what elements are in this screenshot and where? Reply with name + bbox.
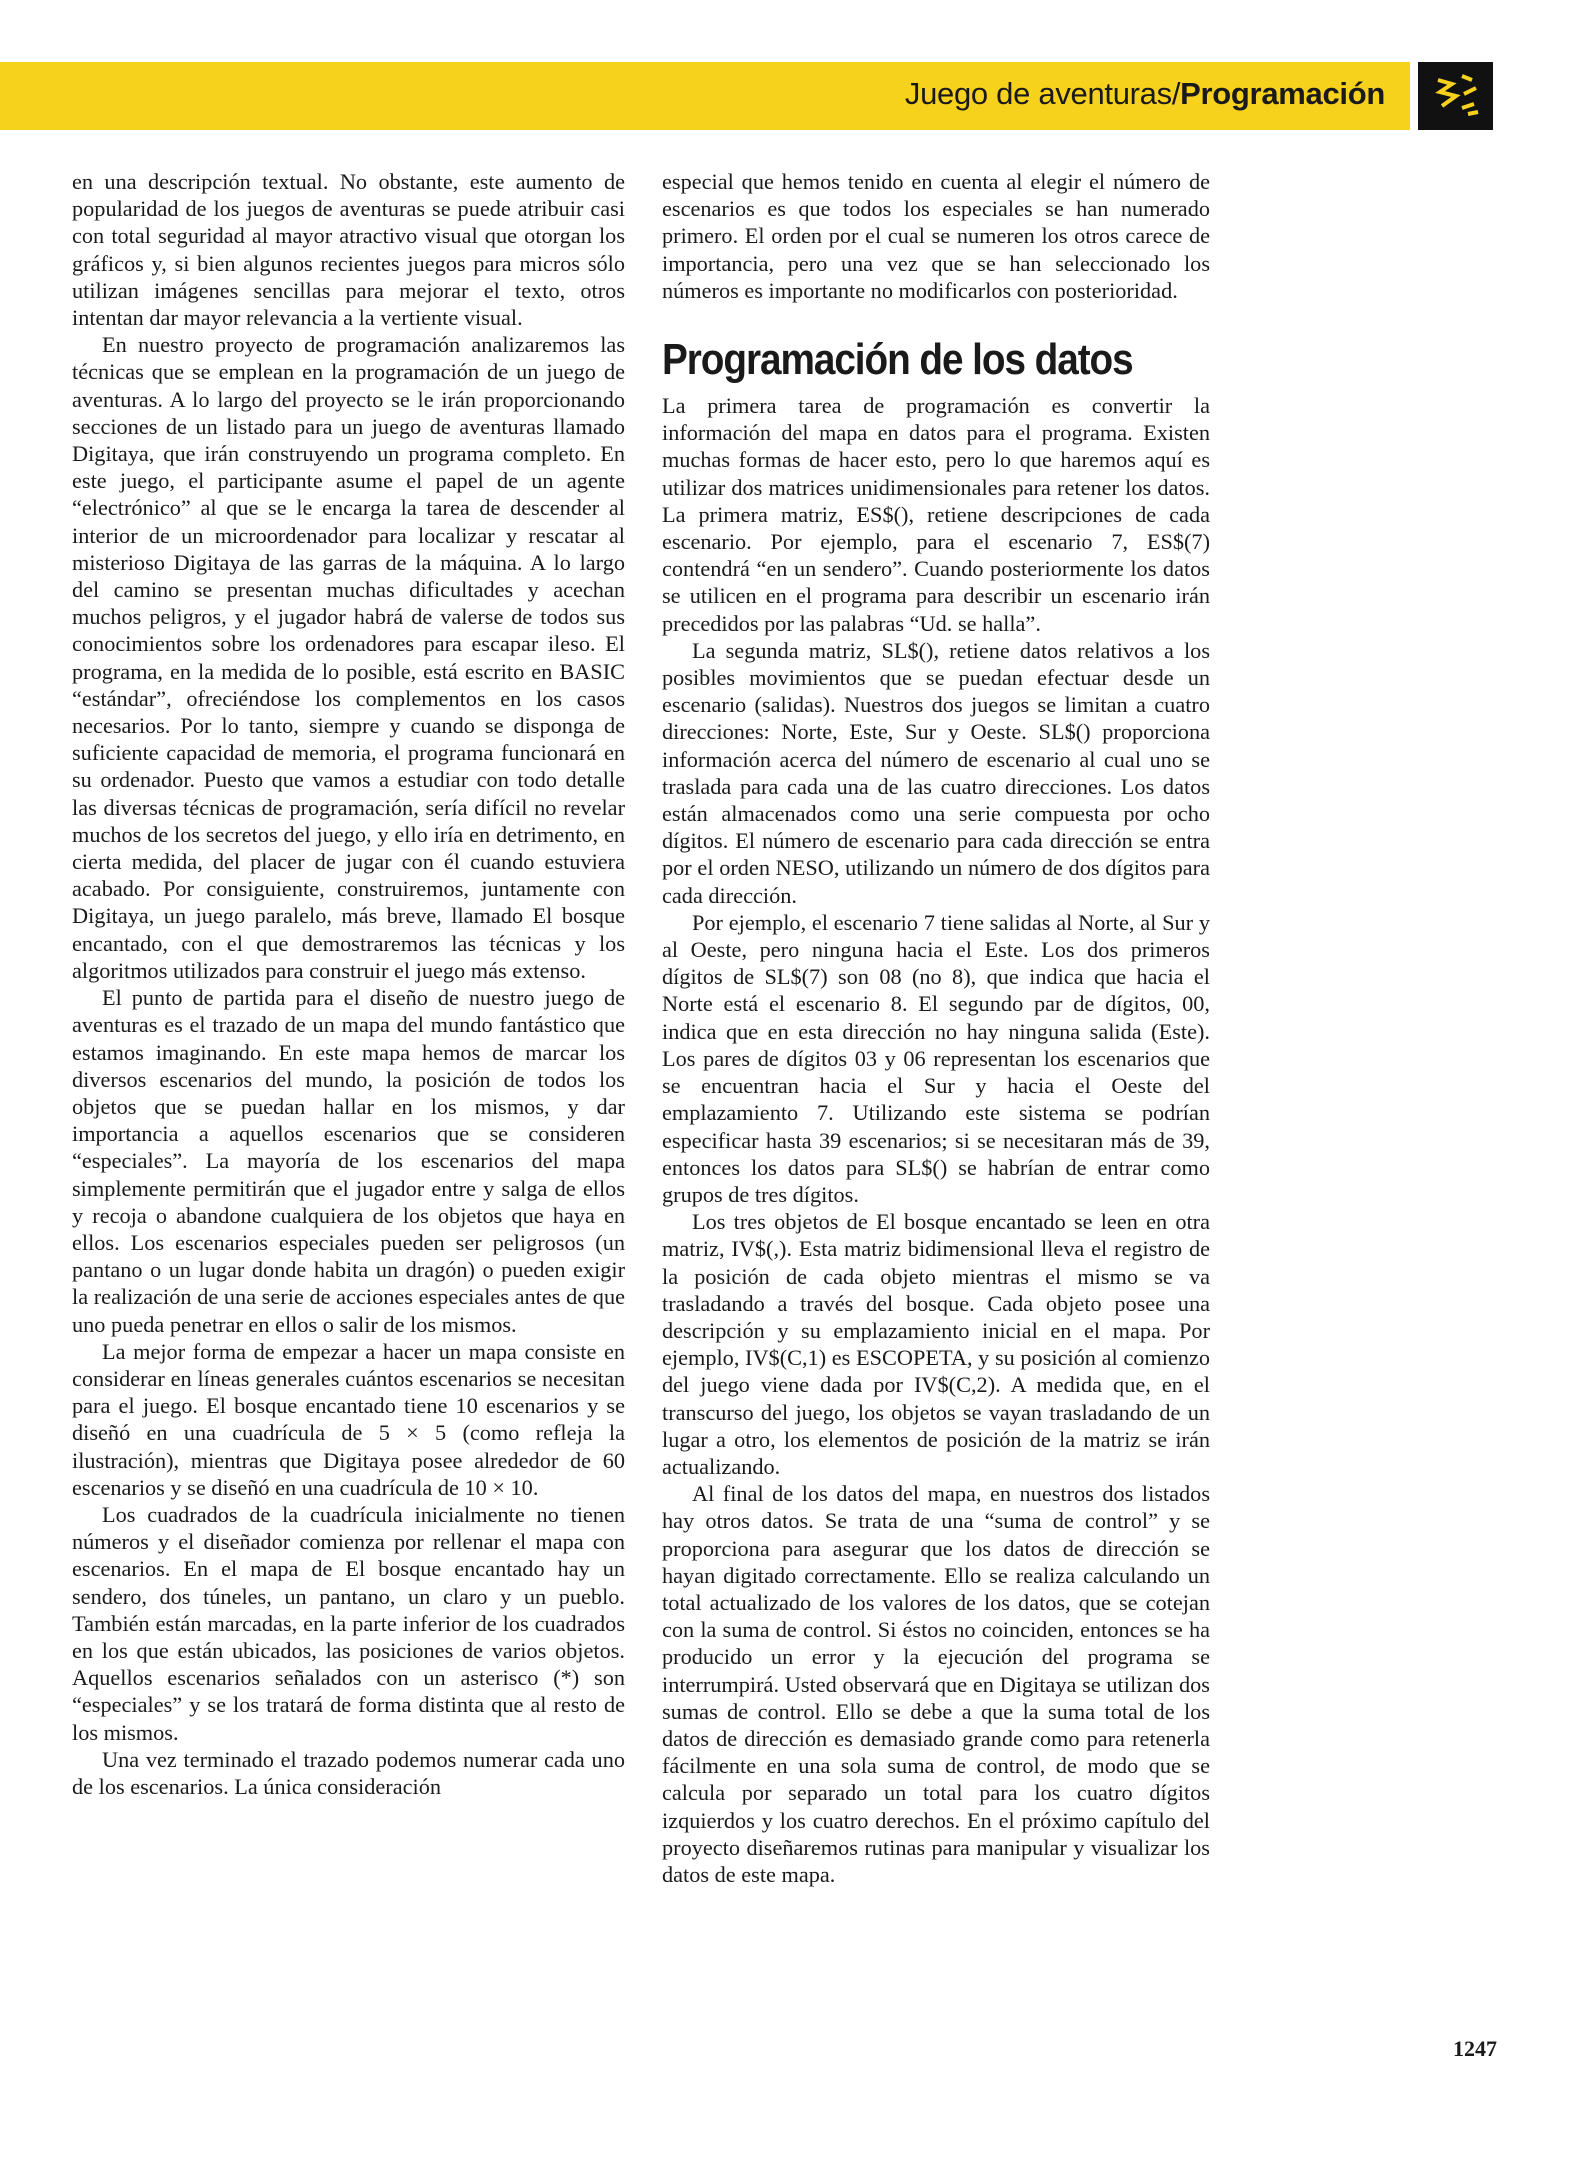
right-paragraph-1: especial que hemos tenido en cuenta al elegir el número de escenarios es que todos los especiales se han numerado primero. El orden por el cual se numeren los otros carece de importancia, pero una vez que se han seleccionado los números es importante no modificarlos con posterioridad. — [662, 169, 1210, 303]
left-paragraph-3: El punto de partida para el diseño de nuestro juego de aventuras es el trazado de un mapa del mundo fantástico que estamos imaginando. En este mapa hemos de marcar los diversos escenarios del mundo, la posición de todos los objetos que se puedan hallar en los mismos, y dar importancia a aquellos escenarios que se consideren “especiales”. La mayoría de los escenarios del mapa simplemente permitirán que el jugador entre y salga de ellos y recoja o abandone cualquiera de los objetos que haya en ellos. Los escenarios especiales pueden ser peligrosos (un pantano o un lugar donde habita un dragón) o pueden exigir la realización de una serie de acciones especiales antes de que uno pueda penetrar en ellos o salir de los mismos. — [72, 985, 625, 1337]
right-paragraph-5: Los tres objetos de El bosque encantado se leen en otra matriz, IV$(,). Esta matriz bidimensional lleva el registro de la posición de cada objeto mientras el mismo se va trasladando a través del bosque. Cada objeto posee una descripción y su emplazamiento inicial en el mapa. Por ejemplo, IV$(C,1) es ESCOPETA, y su posición al comienzo del juego viene dada por IV$(C,2). A medida que, en el transcurso del juego, los objetos se vayan trasladando de un lugar a otro, los elementos de posición de la matriz se irán actualizando. — [662, 1209, 1210, 1479]
left-column — [72, 168, 625, 1800]
left-paragraph-4: La mejor forma de empezar a hacer un mapa consiste en considerar en líneas generales cuántos escenarios se necesitan para el juego. El bosque encantado tiene 10 escenarios y se diseñó en una cuadrícula de 5 × 5 (como refleja la ilustración), mientras que Digitaya posee alrededor de 60 escenarios y se diseñó en una cuadrícula de 10 × 10. — [72, 1338, 625, 1500]
header-title-part2: Programación — [1180, 76, 1385, 111]
left-paragraph-2: En nuestro proyecto de programación analizaremos las técnicas que se emplean en la programación de un juego de aventuras. A lo largo del proyecto se le irán proporcionando secciones de un listado para un juego de aventuras llamado Digitaya, que irán construyendo un programa completo. En este juego, el participante asume el papel de un agente “electrónico” al que se le encarga la tarea de descender al interior de un microordenador para localizar y rescatar al misterioso Digitaya de las garras de la máquina. A lo largo del camino se presentan muchas dificultades y acechan muchos peligros, y el jugador habrá de valerse de todos sus conocimientos sobre los ordenadores para escapar ileso. El programa, en la medida de lo posible, está escrito en BASIC “estándar”, ofreciéndose los complementos en los casos necesarios. Por lo tanto, siempre y cuando se disponga de suficiente capacidad de memoria, el programa funcionará en su ordenador. Puesto que vamos a estudiar con todo detalle las diversas técnicas de programación, sería difícil no revelar muchos de los secretos del juego, y ello iría en detrimento, en cierta medida, del placer de jugar con él cuando estuviera acabado. Por consiguiente, construiremos, juntamente con Digitaya, un juego paralelo, más breve, llamado El bosque encantado, con el que demostraremos las técnicas y los algoritmos utilizados para construir el juego más extenso. — [72, 332, 625, 983]
header-title-part1: Juego de aventuras/ — [904, 76, 1181, 111]
right-column — [662, 168, 1210, 1888]
right-paragraph-3: La segunda matriz, SL$(), retiene datos relativos a los posibles movimientos que se puedan efectuar desde un escenario (salidas). Nuestros dos juegos se limitan a cuatro direcciones: Norte, Este, Sur y Oeste. SL$() proporciona información acerca del número de escenario al cual uno se traslada para cada una de las cuatro direcciones. Los datos están almacenados como una serie compuesta por ocho dígitos. El número de escenario para cada dirección se entra por el orden NESO, utilizando un número de dos dígitos para cada dirección. — [662, 637, 1210, 908]
page-number: 1247 — [1453, 2036, 1497, 2061]
running-header — [905, 76, 1385, 112]
right-paragraph-6: Al final de los datos del mapa, en nuestros dos listados hay otros datos. Se trata de una “suma de control” y se proporciona para asegurar que los datos de dirección se hayan digitado correctamente. Ello se realiza calculando un total actualizado de los valores de los datos, que se cotejan con la suma de control. Si éstos no coinciden, entonces se ha producido un error y la ejecución del programa se interrumpirá. Usted observará que en Digitaya se utilizan dos sumas de control. Ello se debe a que la suma total de los datos de dirección es demasiado grande como para retenerla fácilmente en una sola suma de control, de modo que se calcula por separado un total para los cuatro dígitos izquierdos y los cuatro derechos. En el próximo capítulo del proyecto diseñaremos rutinas para manipular y visualizar los datos de este mapa. — [662, 1481, 1210, 1887]
left-paragraph-1: en una descripción textual. No obstante, este aumento de popularidad de los juegos de aventuras se puede atribuir casi con total seguridad al mayor atractivo visual que otorgan los gráficos y, si bien algunos recientes juegos para micros sólo utilizan imágenes sencillas para mejorar el texto, otros intentan dar mayor relevancia a la vertiente visual. — [72, 169, 625, 331]
section-title: Programación de los datos — [662, 335, 1133, 385]
running-figure-icon — [1418, 62, 1493, 130]
right-paragraph-4: Por ejemplo, el escenario 7 tiene salidas al Norte, al Sur y al Oeste, pero ninguna hacia el Este. Los dos primeros dígitos de SL$(7) son 08 (no 8), que indica que hacia el Norte está el escenario 8. El segundo par de dígitos, 00, indica que en esta dirección no hay ninguna salida (Este). Los pares de dígitos 03 y 06 representan los escenarios que se encuentran hacia el Sur y hacia el Oeste del emplazamiento 7. Utilizando este sistema se podrían especificar hasta 39 escenarios; si se necesitaran más de 39, entonces los datos para SL$() se habrían de entrar como grupos de tres dígitos. — [662, 909, 1210, 1207]
left-paragraph-6: Una vez terminado el trazado podemos numerar cada uno de los escenarios. La única consideración — [72, 1746, 625, 1799]
right-paragraph-2: La primera tarea de programación es convertir la información del mapa en datos para el programa. Existen muchas formas de hacer esto, pero lo que haremos aquí es utilizar dos matrices unidimensionales para retener los datos. La primera matriz, ES$(), retiene descripciones de cada escenario. Por ejemplo, para el escenario 7, ES$(7) contendrá “en un sendero”. Cuando posteriormente los datos se utilicen en el programa para describir un escenario irán precedidos por las palabras “Ud. se halla”. — [662, 393, 1210, 636]
left-paragraph-5: Los cuadrados de la cuadrícula inicialmente no tienen números y el diseñador comienza por rellenar el mapa con escenarios. En el mapa de El bosque encantado hay un sendero, dos túneles, un pantano, un claro y un pueblo. También están marcadas, en la parte inferior de los cuadrados en los que están ubicados, las posiciones de varios objetos. Aquellos escenarios señalados con un asterisco (*) son “especiales” y se los tratará de forma distinta que al resto de los mismos. — [72, 1501, 625, 1745]
